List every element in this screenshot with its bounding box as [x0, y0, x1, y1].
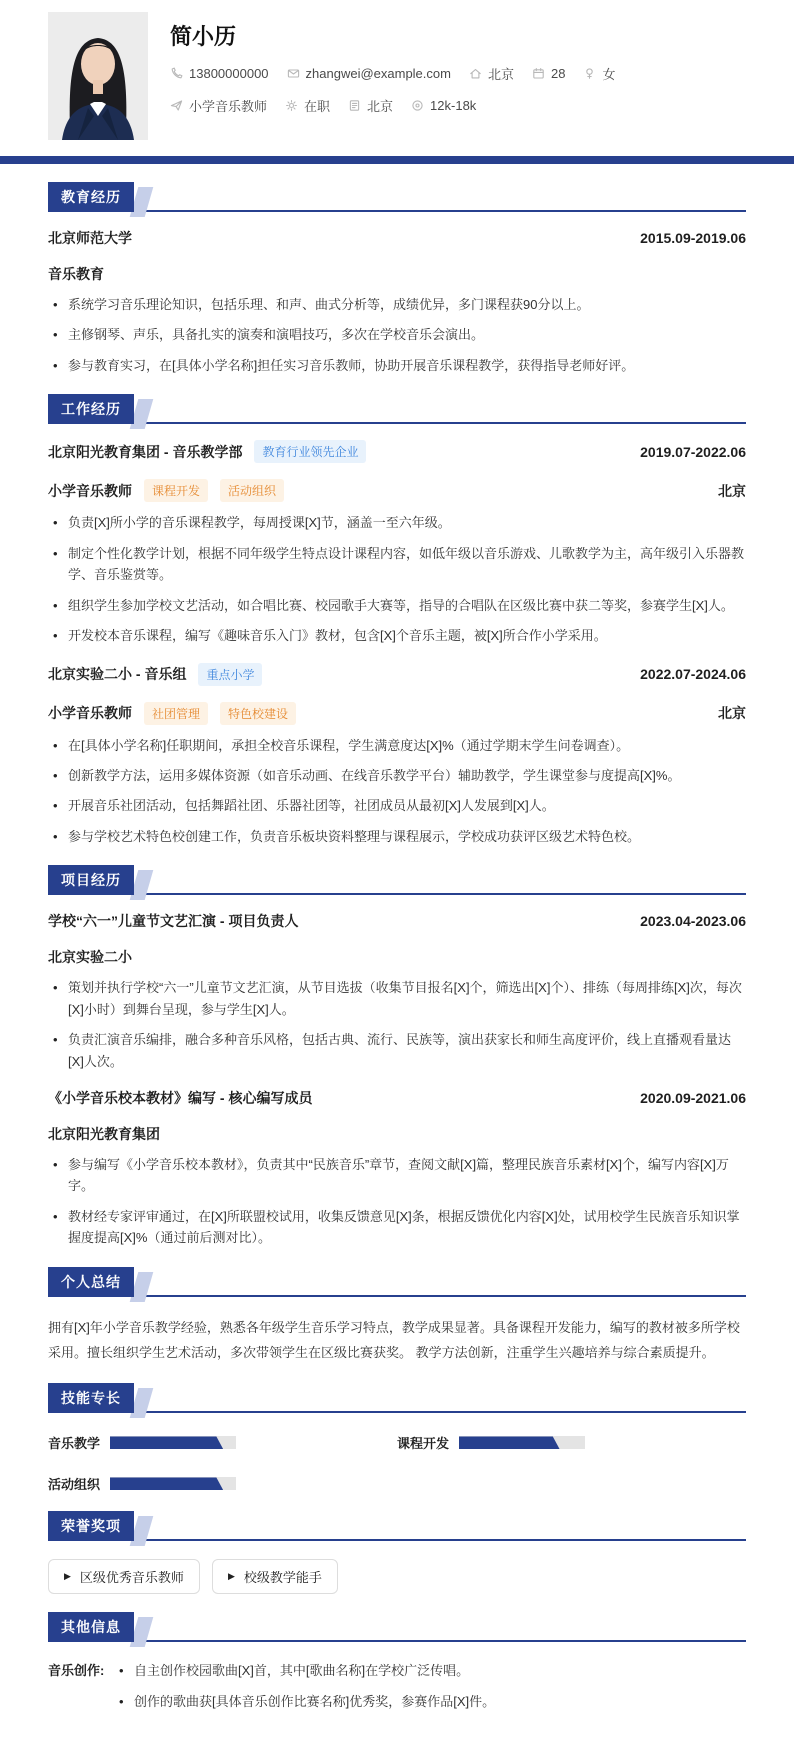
- section-header-projects: [48, 869, 746, 895]
- school-name: 北京师范大学: [48, 230, 132, 246]
- position-icon: [170, 99, 183, 112]
- work-location: 北京: [718, 482, 746, 499]
- honors-list: [48, 1559, 746, 1594]
- bullet-item: • 参与教育实习，在[具体小学名称]担任实习音乐教师，协助开展音乐课程教学，获得指导老师好评。: [48, 355, 746, 376]
- work-entry: [48, 663, 746, 848]
- project-entry: [48, 1088, 746, 1249]
- skill-bar-track: [110, 1436, 236, 1449]
- section-header-education: [48, 186, 746, 212]
- honor-label: 区级优秀音乐教师: [79, 1570, 184, 1586]
- resume-body: [0, 186, 794, 1739]
- bullet-item: • 自主创作校园歌曲[X]首，其中[歌曲名称]在学校广泛传唱。: [114, 1660, 746, 1681]
- education-date: 2015.09-2019.06: [640, 230, 746, 246]
- work-date: 2022.07-2024.06: [640, 666, 746, 682]
- contact-target-role-text: 小学音乐教师: [189, 99, 268, 114]
- work-company-row: [48, 663, 746, 686]
- education-bullets: [48, 294, 746, 376]
- section-title-other: 其他信息: [48, 1612, 134, 1642]
- company-name: 北京阳光教育集团 - 音乐教学部: [48, 443, 243, 460]
- honor-pill: [48, 1559, 200, 1594]
- bullet-item: • 开展音乐社团活动，包括舞蹈社团、乐器社团等，社团成员从最初[X]人发展到[X]人。: [48, 795, 746, 816]
- project-date: 2023.04-2023.06: [640, 913, 746, 930]
- age-icon: [532, 67, 545, 80]
- contact-email: [287, 66, 451, 81]
- work-role-row: [48, 702, 746, 725]
- skill-label: 活动组织: [48, 1477, 101, 1493]
- bullet-item: • 负责汇演音乐编排，融合多种音乐风格，包括古典、流行、民族等，演出获家长和师生高度评价，线上直播观看量达[X]人次。: [48, 1029, 746, 1072]
- header-info: [170, 12, 746, 140]
- contact-gender-text: 女: [602, 67, 616, 82]
- contact-target-role: [170, 96, 267, 115]
- role-name: 小学音乐教师: [48, 482, 132, 499]
- gender-icon: [583, 67, 596, 80]
- project-org-row: [48, 1124, 746, 1144]
- skill-bar-fill: [110, 1477, 223, 1490]
- contact-salary-text: 12k-18k: [430, 98, 477, 113]
- home-icon: [469, 67, 482, 80]
- project-name: 《小学音乐校本教材》编写 - 核心编写成员: [48, 1090, 313, 1106]
- section-title-education: 教育经历: [48, 182, 134, 212]
- work-bullets: [48, 735, 746, 848]
- skill-bar-track: [110, 1477, 236, 1490]
- play-triangle-icon: ▶: [227, 1571, 235, 1582]
- honor-label: 校级教学能手: [243, 1570, 322, 1586]
- other-info-row: [48, 1660, 746, 1721]
- project-entry: [48, 911, 746, 1072]
- role-tag: 活动组织: [220, 479, 284, 502]
- contact-gender: [583, 64, 615, 83]
- header-divider-bar: [0, 156, 794, 164]
- contact-status-text: 在职: [304, 99, 331, 114]
- project-title-row: [48, 911, 746, 931]
- skill-bar-fill: [459, 1436, 560, 1449]
- section-title-work: 工作经历: [48, 394, 134, 424]
- section-header-other: [48, 1616, 746, 1642]
- bullet-item: • 参与编写《小学音乐校本教材》，负责其中“民族音乐”章节，查阅文献[X]篇，整理民族音乐素材[X]个，编写内容[X]万字。: [48, 1154, 746, 1197]
- company-name: 北京实验二小 - 音乐组: [48, 666, 187, 682]
- bullet-item: • 开发校本音乐课程，编写《趣味音乐入门》教材，包含[X]个音乐主题，被[X]所合作小学采用。: [48, 625, 746, 646]
- contact-age-text: 28: [550, 66, 566, 81]
- bullet-item: • 在[具体小学名称]任职期间，承担全校音乐课程，学生满意度达[X]%（通过学期末学生问卷调查）。: [48, 735, 746, 756]
- bullet-item: • 制定个性化教学计划，根据不同年级学生特点设计课程内容，如低年级以音乐游戏、儿歌教学为主，高年级引入乐器教学、音乐鉴赏等。: [48, 543, 746, 586]
- education-entry-head: [48, 228, 746, 248]
- skills-grid: [48, 1433, 746, 1493]
- mail-icon: [287, 67, 300, 80]
- section-title-summary: 个人总结: [48, 1267, 134, 1297]
- contact-row-1: [170, 64, 746, 83]
- work-company-row: [48, 440, 746, 463]
- skill-bar-fill: [110, 1436, 223, 1449]
- section-title-skills: 技能专长: [48, 1383, 134, 1413]
- bullet-item: • 教材经专家评审通过，在[X]所联盟校试用，收集反馈意见[X]条，根据反馈优化内容[X]处，试用校学生民族音乐知识掌握度提高[X]%（通过前后测对比）。: [48, 1206, 746, 1249]
- project-date: 2020.09-2021.06: [640, 1090, 746, 1106]
- work-entry: [48, 440, 746, 646]
- honor-pill: [212, 1559, 338, 1594]
- contact-phone: [170, 66, 269, 81]
- contact-status: [285, 96, 330, 115]
- section-title-projects: 项目经历: [48, 865, 134, 895]
- skill-label: 音乐教学: [48, 1436, 101, 1452]
- project-org-row: [48, 947, 746, 967]
- bullet-item: • 系统学习音乐理论知识，包括乐理、和声、曲式分析等，成绩优异，多门课程获90分以上。: [48, 294, 746, 315]
- portrait-illustration: [48, 12, 148, 140]
- section-header-honors: [48, 1515, 746, 1541]
- profile-photo: [48, 12, 148, 140]
- project-bullets: [48, 1154, 746, 1249]
- play-triangle-icon: ▶: [64, 1571, 71, 1582]
- candidate-name: 简小历: [170, 24, 237, 49]
- bullet-item: • 主修钢琴、声乐，具备扎实的演奏和演唱技巧，多次在学校音乐会演出。: [48, 324, 746, 345]
- phone-icon: [170, 67, 183, 80]
- role-tag: 特色校建设: [220, 702, 296, 725]
- bullet-item: • 参与学校艺术特色校创建工作，负责音乐板块资料整理与课程展示，学校成功获评区级艺术特色校。: [48, 826, 746, 847]
- project-org: 北京实验二小: [48, 949, 132, 966]
- company-tag: 重点小学: [198, 663, 262, 686]
- section-header-skills: [48, 1387, 746, 1413]
- other-bullets: [114, 1660, 746, 1721]
- bullet-item: • 创新教学方法，运用多媒体资源（如音乐动画、在线音乐教学平台）辅助教学，学生课堂参与度提高[X]%。: [48, 765, 746, 786]
- bullet-item: • 策划并执行学校“六一”儿童节文艺汇演，从节目选拔（收集节目报名[X]个，筛选出[X]个）、排练（每周排练[X]次，每次[X]小时）到舞台呈现，参与学生[X]人。: [48, 977, 746, 1020]
- role-name: 小学音乐教师: [48, 705, 132, 721]
- work-bullets: [48, 512, 746, 646]
- contact-location: [469, 64, 514, 83]
- contact-age: [532, 66, 565, 81]
- skill-label: 课程开发: [397, 1436, 450, 1452]
- contact-salary: [411, 98, 476, 113]
- contact-phone-text: 13800000000: [189, 66, 269, 81]
- project-org: 北京阳光教育集团: [48, 1126, 160, 1142]
- document-icon: [348, 99, 361, 112]
- skill-bar-track: [459, 1436, 585, 1449]
- education-major-row: [48, 264, 746, 284]
- role-tag: 课程开发: [144, 479, 208, 502]
- gear-icon: [285, 99, 298, 112]
- other-category-label: 音乐创作:: [48, 1663, 105, 1679]
- contact-row-2: [170, 96, 746, 115]
- contact-location-text: 北京: [487, 67, 514, 82]
- skill-item: [48, 1474, 397, 1493]
- section-header-summary: [48, 1271, 746, 1297]
- contact-city-text: 北京: [367, 99, 394, 114]
- work-date: 2019.07-2022.06: [640, 443, 746, 460]
- project-name: 学校“六一”儿童节文艺汇演 - 项目负责人: [48, 913, 299, 930]
- skill-item: [397, 1433, 746, 1452]
- work-location: 北京: [718, 705, 746, 721]
- company-tag: 教育行业领先企业: [254, 440, 366, 463]
- section-header-work: [48, 398, 746, 424]
- section-title-honors: 荣誉奖项: [48, 1511, 134, 1541]
- bullet-item: • 组织学生参加学校文艺活动，如合唱比赛、校园歌手大赛等，指导的合唱队在区级比赛中获二等奖，参赛学生[X]人。: [48, 595, 746, 616]
- work-role-row: [48, 479, 746, 502]
- bullet-item: • 创作的歌曲获[具体音乐创作比赛名称]优秀奖，参赛作品[X]件。: [114, 1691, 746, 1712]
- bullet-item: • 负责[X]所小学的音乐课程教学，每周授课[X]节，涵盖一至六年级。: [48, 512, 746, 533]
- major-name: 音乐教育: [48, 266, 104, 282]
- skill-item: [48, 1433, 397, 1452]
- project-title-row: [48, 1088, 746, 1108]
- contact-city: [348, 96, 393, 115]
- summary-paragraph: 拥有[X]年小学音乐教学经验，熟悉各年级学生音乐学习特点，教学成果显著。具备课程开发能力，编写的教材被多所学校采用。擅长组织学生艺术活动，多次带领学生在区级比赛获奖。 教学方法创新，注重学生兴趣培养与综合素质提升。: [48, 1319, 740, 1361]
- resume-header: [0, 0, 794, 148]
- salary-icon: [411, 99, 424, 112]
- role-tag: 社团管理: [144, 702, 208, 725]
- project-bullets: [48, 977, 746, 1072]
- contact-email-text: zhangwei@example.com: [305, 66, 451, 81]
